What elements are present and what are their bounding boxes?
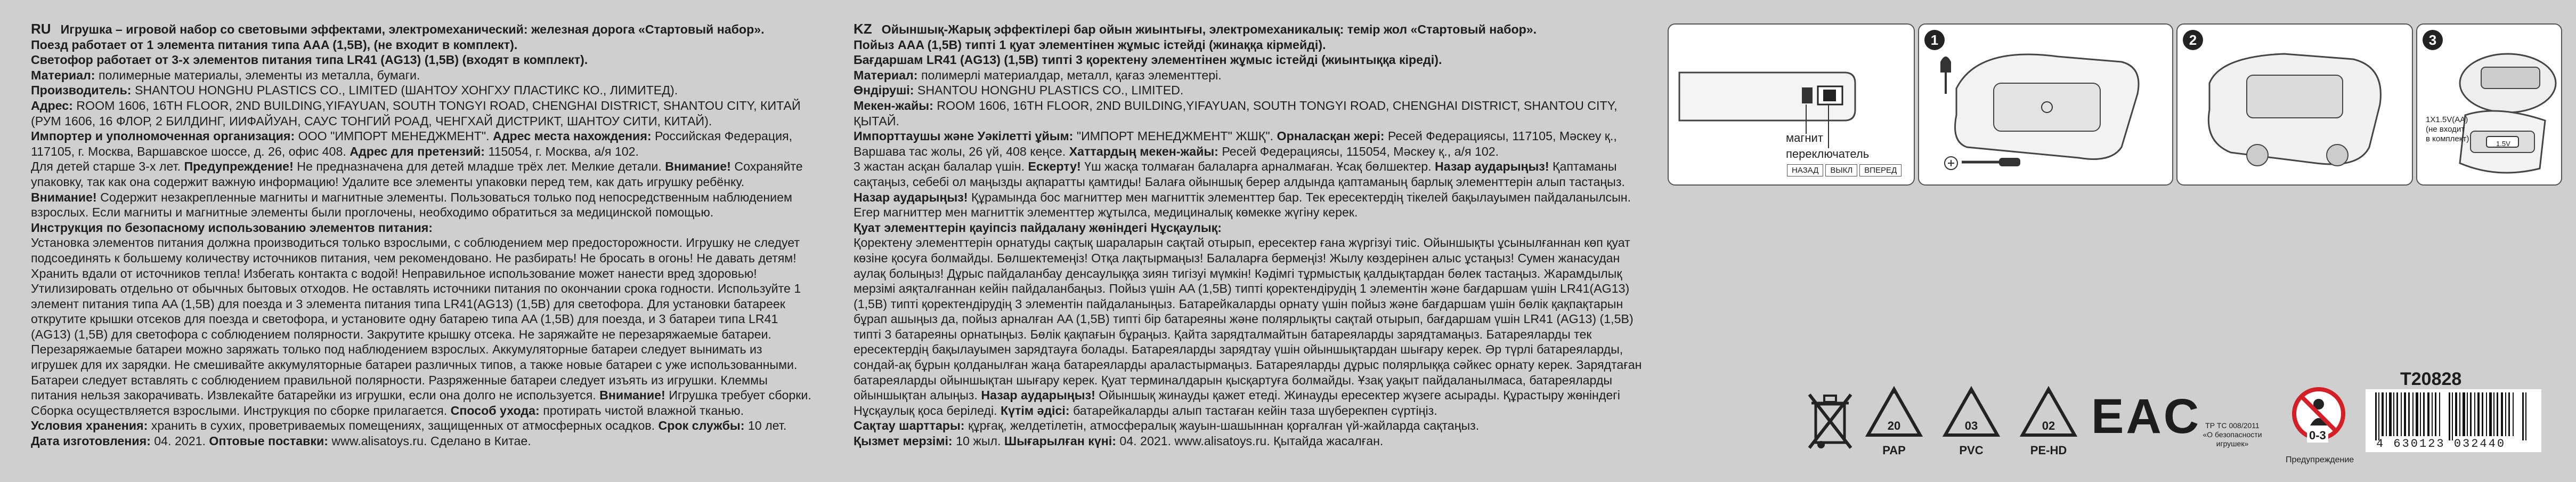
switch-back-option: НАЗАД (1787, 164, 1823, 176)
warning-caption: Предупреждение (2286, 455, 2354, 464)
ru-care-value: протирать чистой влажной тканью. (539, 403, 744, 417)
kz-producer-value: SHANTOU HONGHU PLASTICS CO., LIMITED. (914, 83, 1184, 98)
barcode (2366, 389, 2541, 452)
recycle-pvc-number: 03 (1964, 419, 1978, 432)
kz-battery-text: Қоректену элементтерін орнатуды сақтық шараларын сақтай отырып, ересектер ғана жүргізуі тиіс. Ойыншықты ұсынылғаннан көп қуат көзіне қосуға болмайды. Бөлшектемеңіз! Отқа лақтырмаңыз! Балаларға бермеңіз! Жылу көздерінен алыс ұстаңыз! Сумен жанасудан аулақ болыңыз! Дұрыс пайдаланбау денсаулыққа зиян тигізуі мүмкін! Кәдімгі тұрмыстық қалдықтардан бөлек тастаңыз. Жарамдылық мерзімі аяқталғаннан кейін пайдаланбаңыз. Пойыз үшін AA (1,5B) типті қоректендірудің 1 элементін және бағдаршам үшін LR41(AG13) (1,5B) типті қоректендірудің 3 элементін пайдаланыңыз. Батарейкаларды орнату үшін пойыз және бағдаршам үшін бөлік қақпақтарын бұрап ашыңыз да, пойыз арналған AA (1,5B) типті бір батареяны және полярлықты сақтай отырып, бағдаршам үшін LR41 (AG13) (1,5B) типті 3 батареяны орнатыңыз. Бөлік қақпағын бұраңыз. Қайта зарядталмайтын батареяларды зарядтамаңыз. Батареяларды тек ересектердің бақылауымен зарядтауға болады. Батареяларды зарядтау үшін ойыншықтардан шығару керек. Әр түрлі батареяларды, сондай-ақ бұрын қолданылған жаңа батареяларды араластырмаңыз. Батареяларды дұрыс полярлыққа сәйкес орнату керек. Зарядтаған батареяларды ойыншықтан шығару керек. Қуат терминалдарын қысқартуға болмайды. Ұзақ уақыт пайдаланылмаса, батареяларды ойыншықтан алыңыз. (854, 236, 1642, 403)
recycle-pap-number: 20 (1887, 419, 1901, 432)
kz-attention3-label: Назар аударыңыз! (977, 388, 1095, 403)
kz-producer-label: Өндіруші: (854, 83, 914, 98)
ru-train-battery: Поезд работает от 1 элемента питания типа AAA (1,5В), (не входит в комплект). (31, 37, 518, 52)
ru-storage-value: хранить в сухих, проветриваемых помещениях, защищенных от атмосферных осадков. (148, 419, 655, 433)
ru-date-label: Дата изготовления: (31, 434, 151, 448)
kz-life-value: 10 жыл. (952, 434, 1001, 448)
kz-care-value: батарейкаларды алып тастаған кейін таза шүберекпен сүртіңіз. (1069, 403, 1437, 417)
ru-care-label: Способ ухода: (447, 403, 540, 417)
lang-code-kz: KZ (854, 21, 872, 37)
kz-address-label: Мекен-жайы: (854, 98, 933, 113)
kz-storage-label: Сақтау шарттары: (854, 419, 965, 433)
kz-attention3-value: Ойыншық жинауды қажет етеді. Жинауды ересектер жүзеге асырады. Құрастыру жөніндегі Нұсқаулық қоса беріледі. (854, 388, 1620, 417)
ru-attention3-value: Игрушка требует сборки. Сборка осуществляется взрослыми. Инструкция по сборке прилагается. (31, 388, 811, 417)
kz-battery-title: Қуат элементтерін қауіпсіз пайдалану жөніндегі Нұсқаулық: (854, 220, 1222, 235)
ru-signal-battery: Светофор работает от 3-х элементов питания типа LR41 (AG13) (1,5В) (входят в комплект). (31, 53, 588, 67)
kz-material-value: полимерлі материалдар, металл, қағаз элементтері. (917, 68, 1222, 82)
age-badge-text: 0-3 (2307, 429, 2328, 443)
kz-importer-label: Импорттаушы және Уәкілетті ұйым: (854, 129, 1074, 143)
magnet-label: магнит (1786, 131, 1823, 144)
ru-life-value: 10 лет. (744, 419, 787, 433)
eac-mark: EAC (2091, 389, 2201, 444)
ru-producer-label: Производитель: (31, 83, 132, 98)
lang-code-ru: RU (31, 21, 51, 37)
kz-attention2-label: Назар аударыңыз! (854, 190, 968, 204)
diagram-step-1-panel (1918, 23, 2173, 186)
recycle-pehd-icon (2019, 386, 2078, 442)
switch-positions (1787, 164, 1901, 176)
ru-attention2-value: Содержит незакрепленные магниты и магнитные элементы. Пользоваться только под непосредственным наблюдением взрослых. Если магниты и магнитные элементы были проглочены, необходимо обратиться за медицинской помощью. (31, 190, 792, 220)
ru-importer-value: ООО "ИМПОРТ МЕНЕДЖМЕНТ". (295, 129, 490, 143)
recycle-pehd-label: PE-HD (2030, 444, 2067, 457)
battery-insert-illustration (2417, 25, 2561, 184)
ru-age-text: Для детей старше 3-х лет. (31, 159, 181, 174)
kz-attention-label: Назар аударыңыз! (1431, 159, 1549, 174)
ru-battery-text: Установка элементов питания должна производиться только взрослыми, с соблюдением мер предосторожности. Игрушку не следует подсоединять к большему количеству источников питания, чем рекомендовано. Не разбирать! Не бросать в огонь! Не давать детям! Хранить вдали от источников тепла! Избегать контакта с водой! Неправильное использование может нанести вред здоровью! Утилизировать отдельно от обычных бытовых отходов. Не оставлять источники питания по окончании срока годности. Используйте 1 элемент питания типа AA (1,5В) для поезда и 3 элемента питания типа LR41(AG13) (1,5В) для светофора. Для установки батареек открутите крышки отсеков для поезда и светофора, и установите одну батарею типа AA (1,5В) для поезда, и 3 батареи типа LR41 (AG13) (1,5В) для светофора с соблюдением полярности. Закрутите крышку отсека. Не заряжайте не перезаряжаемые батареи. Перезаряжаемые батареи можно заряжать только под наблюдением взрослых. Аккумуляторные батареи следует вынимать из игрушек для их зарядки. Не смешивайте аккумуляторные батареи различных типов, а также новые батареи с уже использованными. Батареи следует вставлять с соблюдением правильной полярности. Разряженные батареи следует изъять из игрушки. Клеммы питания нельзя закорачивать. Извлекайте батарейки из игрушки, если она долго не используется. (31, 236, 801, 403)
recycle-pap-icon (1865, 386, 1923, 442)
ru-importer-label: Импортер и уполномоченная организация: (31, 129, 295, 143)
recycle-pehd-number: 02 (2042, 419, 2055, 432)
ru-life-label: Срок службы: (655, 419, 745, 433)
battery-voltage-label: 1.5V (2496, 140, 2510, 148)
recycle-pvc-icon (1942, 386, 2001, 442)
screwdriver-battery-illustration (1919, 25, 2172, 184)
kz-train-battery: Пойыз AAA (1,5B) типті 1 қуат элементінен жұмыс істейді (жинаққа кірмейді). (854, 37, 1326, 52)
ru-text-column (31, 21, 812, 449)
ru-importer-addr-label: Адрес места нахождения: (489, 129, 652, 143)
kz-material-label: Материал: (854, 68, 918, 82)
ru-attention3-label: Внимание! (596, 388, 665, 403)
kz-life-label: Қызмет мерзімі: (854, 434, 953, 448)
kz-storage-value: құрғақ, желдетілетін, атмосфералық жауын-шашыннан қорғалған үй-жайларда сақтаңыз. (964, 419, 1480, 433)
recycle-pap-label: PAP (1882, 444, 1906, 457)
kz-text-column (854, 21, 1645, 449)
barcode-digits: 4 630123 032440 (2376, 437, 2506, 451)
diagram-step-2-panel (2176, 23, 2413, 186)
diagram-switch-panel (1668, 23, 1915, 186)
diagram-step-3-panel (2416, 23, 2562, 186)
kz-signal-battery: Бағдаршам LR41 (AG13) (1,5B) типті 3 қоректену элементінен жұмыс істейді (жиынтыққа кіреді). (854, 53, 1442, 67)
tr-ts-line1: ТР ТС 008/2011 (2205, 421, 2260, 430)
battery-spec-line1: 1X1.5V(AA) (2426, 115, 2468, 124)
kz-attention2-value: Құрамында бос магниттер мен магниттік элементтер бар. Тек ересектердің тікелей бақылауымен пайдаланылсын. Егер магниттер мен магниттік элементтер жұтылса, медициналық көмекке жүгіну керек. (854, 190, 1631, 220)
kz-importer-addr-label: Орналасқан жері: (1273, 129, 1385, 143)
crossed-bin-icon (1806, 388, 1854, 455)
ru-attention-label: Внимание! (661, 159, 731, 174)
step-2-badge: 2 (2183, 30, 2203, 50)
switch-off-option: ВЫКЛ (1825, 164, 1857, 176)
switch-label: переключатель (1786, 147, 1870, 160)
battery-cover-illustration (2177, 25, 2412, 184)
kz-date-value: 04. 2021. (1116, 434, 1172, 448)
kz-importer-value: "ИМПОРТ МЕНЕДЖМЕНТ" ЖШҚ". (1073, 129, 1274, 143)
step-1-badge: 1 (1924, 30, 1945, 50)
ru-attention2-label: Внимание! (31, 190, 97, 204)
kz-wholesale-value: www.alisatoys.ru. Қытайда жасалған. (1171, 434, 1384, 448)
ru-material-label: Материал: (31, 68, 95, 82)
kz-importer-addr-value: Ресей Федерациясы, 117105, Мәскеу қ., Варшава тас жолы, 26 үй, 408 кеңсе. (854, 129, 1617, 158)
article-number: T20828 (2400, 369, 2462, 389)
ru-battery-title: Инструкция по безопасному использованию элементов питания: (31, 220, 433, 235)
battery-spec-line3: в комплект) (2426, 134, 2469, 143)
ru-wholesale-value: www.alisatoys.ru. Сделано в Китае. (328, 434, 531, 448)
ru-title: Игрушка – игровой набор со световыми эффектами, электромеханический: железная дорога «Стартовый набор». (60, 22, 765, 36)
tr-ts-line2: «О безопасности игрушек» (2203, 430, 2262, 448)
ru-producer-value: SHANTOU HONGHU PLASTICS CO., LIMITED (ШАНТОУ ХОНГХУ ПЛАСТИКС КО., ЛИМИТЕД). (131, 83, 678, 98)
ru-wholesale-label: Оптовые поставки: (205, 434, 328, 448)
recycle-pvc-label: PVC (1959, 444, 1984, 457)
ru-claim-label: Адрес для претензий: (346, 144, 485, 158)
ru-storage-label: Условия хранения: (31, 419, 148, 433)
battery-spec-line2: (не входит (2426, 125, 2465, 134)
ru-caution-value: Не предназначена для детей младше трёх лет. Мелкие детали. (293, 159, 662, 174)
ru-attention-value: Сохраняйте упаковку, так как она содержит важную информацию! Удалите все элементы упаковки перед тем, как дать игрушку ребёнку. (31, 159, 803, 189)
kz-claim-label: Хаттардың мекен-жайы: (1066, 144, 1218, 158)
kz-age-text: 3 жастан асқан балалар үшін. (854, 159, 1025, 174)
kz-caution-label: Ескерту! (1025, 159, 1081, 174)
kz-caution-value: Үш жасқа толмаған балаларға арналмаған. Ұсақ бөлшектер. (1080, 159, 1432, 174)
kz-claim-value: Ресей Федерациясы, 115054, Мәскеу қ., а/я 102. (1218, 144, 1499, 158)
ru-address-label: Адрес: (31, 98, 73, 113)
ru-address-value: ROOM 1606, 16TH FLOOR, 2ND BUILDING,YIFAYUAN, SOUTH TONGYI ROAD, CHENGHAI DISTRICT, SHANTOU CITY, КИТАЙ (РУМ 1606, 16 ФЛОР, 2 БИЛДИНГ, ИИФАЙУАН, САУС ТОНГИЙ РОАД, ЧЕНГХАЙ ДИСТРИКТ, ШАНТОУ СИТИ, КИТАЙ). (31, 98, 801, 128)
kz-care-label: Күтім әдісі: (997, 403, 1070, 417)
kz-title: Ойыншық-Жарық эффектілері бар ойын жиынтығы, электромеханикалық: темір жол «Стартовый набор». (881, 22, 1537, 36)
ru-claim-value: 115054, г. Москва, а/я 102. (485, 144, 639, 158)
ru-date-value: 04. 2021. (150, 434, 206, 448)
kz-date-label: Шығарылған күні: (1001, 434, 1116, 448)
kz-attention-value: Қаптаманы сақтаңыз, себебі ол маңызды ақпаратты қамтиды! Балаға ойыншық берер алдында қаптаманың барлық элементтерін алып тастаңыз. (854, 159, 1625, 189)
step-3-badge: 3 (2423, 30, 2443, 50)
switch-forward-option: ВПЕРЕД (1859, 164, 1901, 176)
kz-address-value: ROOM 1606, 16TH FLOOR, 2ND BUILDING,YIFAYUAN, SOUTH TONGYI ROAD, CHENGHAI DISTRICT, SHANTOU CITY, ҚЫТАЙ. (854, 98, 1618, 128)
ru-caution-label: Предупреждение! (181, 159, 294, 174)
ru-material-value: полимерные материалы, элементы из металла, бумаги. (95, 68, 420, 82)
ru-importer-addr-value: Российская Федерация, 117105, г. Москва, Варшавское шоссе, д. 26, офис 408. (31, 129, 793, 158)
